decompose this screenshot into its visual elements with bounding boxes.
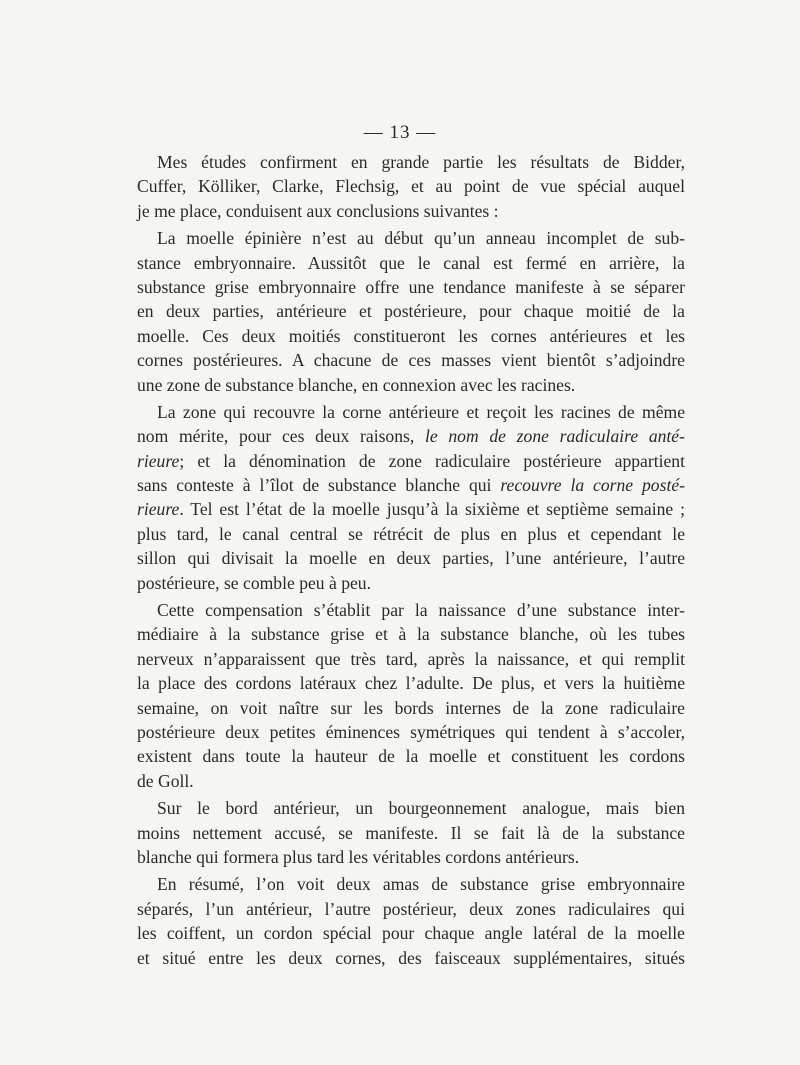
italic-run: rieure xyxy=(137,450,180,471)
text-run: ; et la dénomination de zone radiculaire postérieure appartient xyxy=(179,450,685,471)
text-line: séparés, l’un antérieur, l’autre postérieur, deux zones radiculaires qui xyxy=(137,898,685,919)
text-line: en deux parties, antérieure et postérieure, pour chaque moitié de la xyxy=(137,301,685,322)
text-run: nom mérite, pour ces deux raisons, xyxy=(137,426,425,447)
text-line: une zone de substance blanche, en connexion avec les racines. xyxy=(137,374,576,395)
text-line: cornes postérieures. A chacune de ces masses vient bientôt s’adjoindre xyxy=(137,350,685,371)
text-line: stance embryonnaire. Aussitôt que le canal est fermé en arrière, la xyxy=(137,252,685,273)
text-line: substance grise embryonnaire offre une tendance manifeste à se séparer xyxy=(137,276,685,297)
text-line: existent dans toute la hauteur de la moelle et constituent les cordons xyxy=(137,746,685,767)
italic-run: rieure xyxy=(137,499,180,520)
text-line: de Goll. xyxy=(137,770,194,791)
text-line: semaine, on voit naître sur les bords internes de la zone radiculaire xyxy=(137,697,685,718)
text-line xyxy=(137,522,685,546)
text-line xyxy=(137,424,685,448)
text-line: Cuffer, Kölliker, Clarke, Flechsig, et au point de vue spécial auquel xyxy=(137,176,685,197)
paragraph-1 xyxy=(137,150,685,223)
text-line: moelle. Ces deux moitiés constitueront les cornes antérieures et les xyxy=(137,325,685,346)
text-run: La zone qui recouvre la corne antérieure et reçoit les racines de même xyxy=(157,401,685,422)
text-run: sillon qui divisait la moelle en deux parties, l’une antérieure, l’autre xyxy=(137,548,685,569)
paragraph-2 xyxy=(137,226,685,397)
paragraph-5 xyxy=(137,796,685,869)
italic-run: recouvre la corne posté- xyxy=(500,475,685,496)
text-line: nerveux n’apparaissent que très tard, après la naissance, et qui remplit xyxy=(137,648,685,669)
italic-run: le nom de zone radiculaire anté- xyxy=(424,426,685,447)
paragraph-3 xyxy=(137,400,685,595)
text-line: postérieure deux petites éminences symétriques qui tendent à s’accoler, xyxy=(137,721,685,742)
paragraph-4 xyxy=(137,598,685,793)
text-line xyxy=(137,400,685,424)
body-text xyxy=(137,150,685,973)
text-line: médiaire à la substance grise et à la substance blanche, où les tubes xyxy=(137,624,685,645)
text-line: En résumé, l’on voit deux amas de substance grise embryonnaire xyxy=(157,874,685,895)
text-line: La moelle épinière n’est au début qu’un anneau incomplet de sub- xyxy=(157,228,685,249)
paragraph-6 xyxy=(137,872,685,970)
text-line xyxy=(137,473,685,497)
page-number: — 13 — xyxy=(363,122,437,143)
text-line: blanche qui formera plus tard les véritables cordons antérieurs. xyxy=(137,846,580,867)
text-line: je me place, conduisent aux conclusions suivantes : xyxy=(137,200,499,221)
text-line: Cette compensation s’établit par la naissance d’une substance inter- xyxy=(157,600,685,621)
text-run: sans conteste à l’îlot de substance blanche qui xyxy=(137,475,501,496)
text-run: plus tard, le canal central se rétrécit de plus en plus et cependant le xyxy=(137,523,685,544)
text-line: Mes études confirment en grande partie les résultats de Bidder, xyxy=(157,152,685,172)
text-line: moins nettement accusé, se manifeste. Il se fait là de la substance xyxy=(137,822,685,843)
text-line: la place des cordons latéraux chez l’adulte. De plus, et vers la huitième xyxy=(137,673,685,694)
text-line: les coiffent, un cordon spécial pour chaque angle latéral de la moelle xyxy=(137,923,685,944)
text-line xyxy=(137,571,685,595)
text-line: et situé entre les deux cornes, des faisceaux supplémentaires, situés xyxy=(137,947,685,968)
text-line xyxy=(137,449,685,473)
text-line xyxy=(137,546,685,570)
text-line xyxy=(137,497,685,521)
text-line: Sur le bord antérieur, un bourgeonnement analogue, mais bien xyxy=(157,798,685,819)
text-run: . Tel est l’état de la moelle jusqu’à la sixième et septième semaine ; xyxy=(179,499,685,520)
text-run: postérieure, se comble peu à peu. xyxy=(137,572,372,593)
